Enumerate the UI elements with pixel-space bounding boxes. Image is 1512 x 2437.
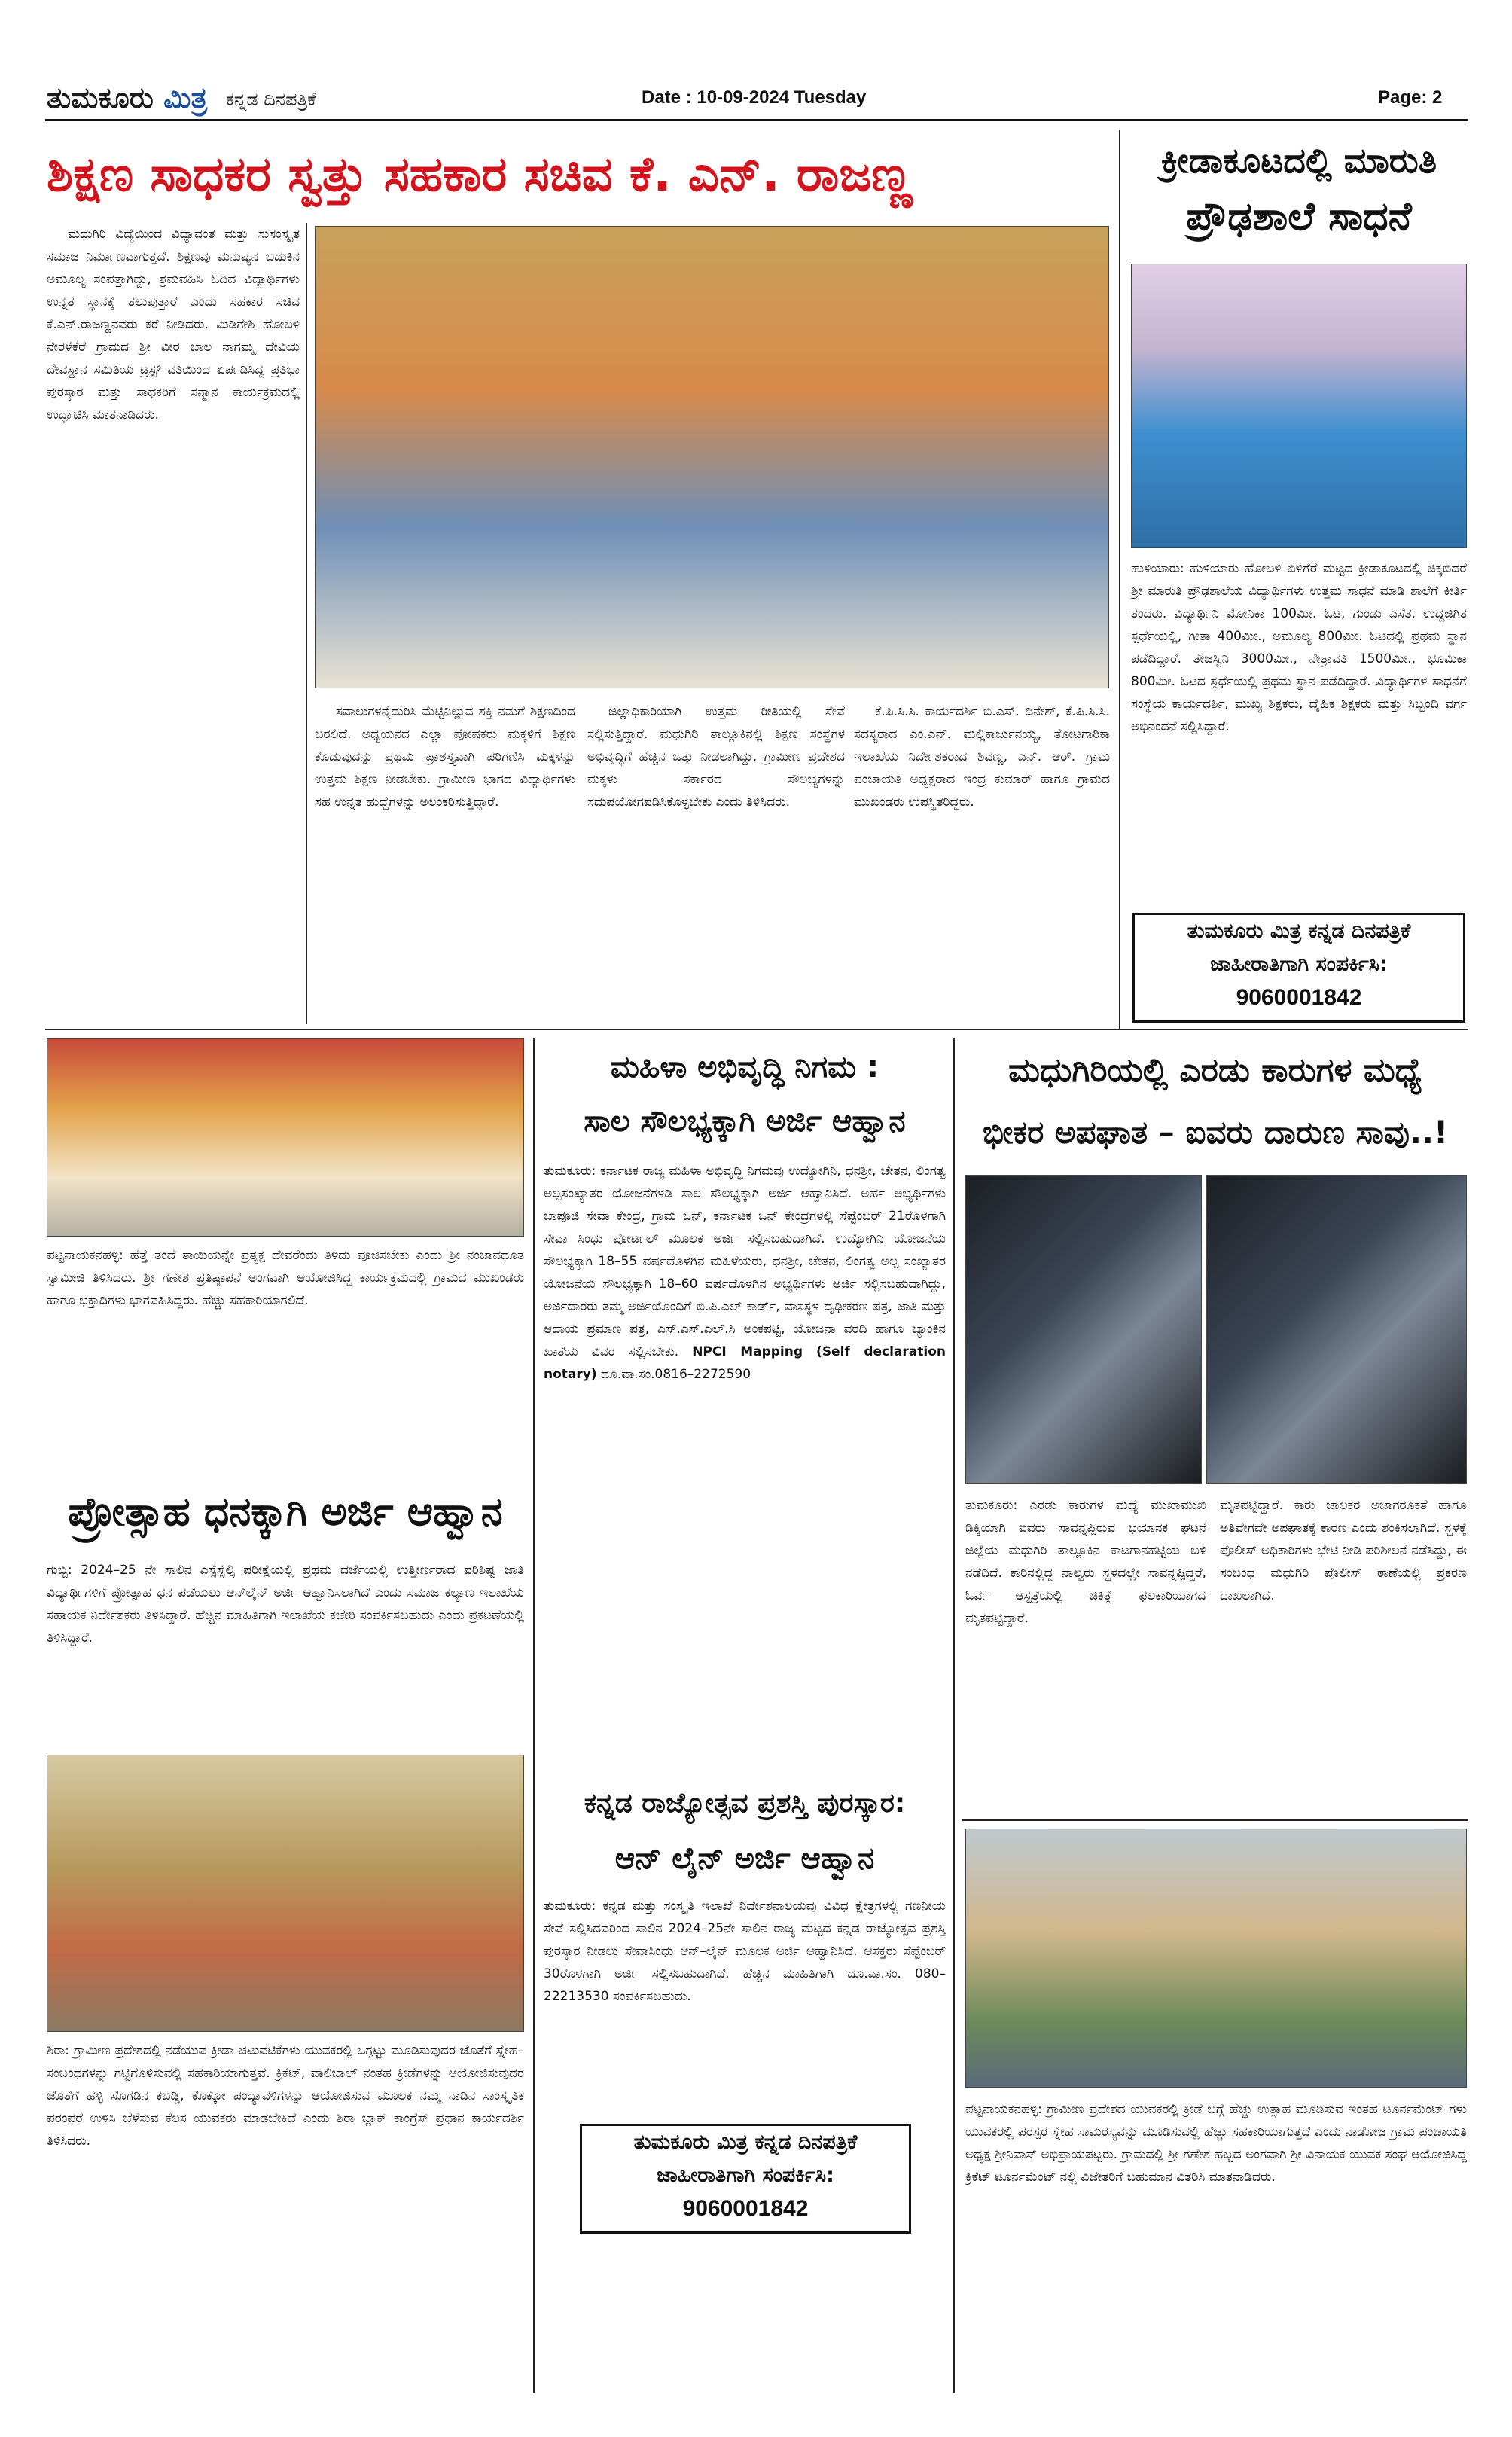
masthead-subtitle: ಕನ್ನಡ ದಿನಪತ್ರಿಕೆ	[226, 89, 317, 110]
masthead-logo	[47, 81, 207, 115]
section-divider	[962, 1819, 1468, 1821]
trophy-caption: ಶಿರಾ: ಗ್ರಾಮೀಣ ಪ್ರದೇಶದಲ್ಲಿ ನಡೆಯುವ ಕ್ರೀಡಾ ಚಟುವಟಿಕೆಗಳು ಯುವಕರಲ್ಲಿ ಒಗ್ಗಟ್ಟು ಮೂಡಿಸುವುದರ ಜೊತೆಗೆ ಸ್ನೇಹ–ಸಂಬಂಧಗಳನ್ನು ಗಟ್ಟಿಗೊಳಿಸುವಲ್ಲಿ ಸಹಕಾರಿಯಾಗುತ್ತವೆ. ಕ್ರಿಕೆಟ್, ವಾಲಿಬಾಲ್ ನಂತಹ ಕ್ರೀಡೆಗಳನ್ನು ಆಯೋಜಿಸುವುದರ ಜೊತೆಗೆ ಹಳ್ಳಿ ಸೊಗಡಿನ ಕಬಡ್ಡಿ, ಕೊಕ್ಕೋ ಪಂದ್ಯಾವಳಿಗಳನ್ನು ಆಯೋಜಿಸುವ ಮೂಲಕ ನಮ್ಮ ನಾಡಿನ ಸಾಂಸ್ಕೃತಿಕ ಪರಂಪರೆ ಉಳಿಸಿ ಬೆಳೆಸುವ ಕೆಲಸ ಯುವಕರು ಮಾಡಬೇಕಿದೆ ಎಂದು ಶಿರಾ ಬ್ಲಾಕ್ ಕಾಂಗ್ರೆಸ್ ಪ್ರಧಾನ ಕಾರ್ಯದರ್ಶಿ ತಿಳಿಸಿದರು.	[47, 2043, 524, 2149]
main-story-photo	[315, 226, 1109, 688]
main-story-column-2	[315, 700, 575, 1024]
sports-headline-line-1: ಕ್ರೀಡಾಕೂಟದಲ್ಲಿ ಮಾರುತಿ	[1160, 140, 1437, 181]
main-story-col4-text: ಕೆ.ಪಿ.ಸಿ.ಸಿ. ಕಾರ್ಯದರ್ಶಿ ಬಿ.ಎಸ್. ದಿನೇಶ್, ಕೆ.ಪಿ.ಸಿ.ಸಿ. ಸದಸ್ಯರಾದ ಎಂ.ಎನ್. ಮಲ್ಲಿಕಾರ್ಜುನಯ್ಯ, ತೋಟಗಾರಿಕಾ ಇಲಾಖೆಯ ನಿರ್ದೇಶಕರಾದ ಶಿವಣ್ಣ, ಎನ್. ಆರ್. ಗ್ರಾಮ ಪಂಚಾಯತಿ ಅಧ್ಯಕ್ಷರಾದ ಇಂದ್ರ ಕುಮಾರ್ ಹಾಗೂ ಗ್ರಾಮದ ಮುಖಂಡರು ಉಪಸ್ಥಿತರಿದ್ದರು.	[854, 704, 1110, 810]
women-npci-text: NPCI Mapping	[692, 1344, 803, 1359]
masthead-rule	[45, 119, 1468, 121]
award-headline-line-2: ಆನ್ ಲೈನ್ ಅರ್ಜಿ ಆಹ್ವಾನ	[614, 1841, 875, 1876]
ad-title: ತುಮಕೂರು ಮಿತ್ರ ಕನ್ನಡ ದಿನಪತ್ರಿಕೆ	[1187, 920, 1411, 943]
women-story-text: ತುಮಕೂರು: ಕರ್ನಾಟಕ ರಾಜ್ಯ ಮಹಿಳಾ ಅಭಿವೃದ್ಧಿ ನಿಗಮವು ಉದ್ಯೋಗಿನಿ, ಧನಶ್ರೀ, ಚೇತನ, ಲಿಂಗತ್ವ ಅಲ್ಪಸಂಖ್ಯಾತರ ಯೋಜನೆಗಳಡಿ ಸಾಲ ಸೌಲಭ್ಯಕ್ಕಾಗಿ ಅರ್ಜಿ ಆಹ್ವಾನಿಸಿದೆ. ಅರ್ಹ ಅಭ್ಯರ್ಥಿಗಳು ಬಾಪೂಜಿ ಸೇವಾ ಕೇಂದ್ರ, ಗ್ರಾಮ ಒನ್, ಕರ್ನಾಟಕ ಒನ್ ಕೇಂದ್ರಗಳಲ್ಲಿ ಸೆಪ್ಟೆಂಬರ್ 21ರೊಳಗಾಗಿ ಸೇವಾ ಸಿಂಧು ಪೋರ್ಟಲ್ ಮೂಲಕ ಅರ್ಜಿ ಸಲ್ಲಿಸಬಹುದಾಗಿದೆ. ಉದ್ಯೋಗಿನಿ ಯೋಜನೆಯ ಸೌಲಭ್ಯಕ್ಕಾಗಿ 18–55 ವರ್ಷದೊಳಗಿನ ಮಹಿಳೆಯರು, ಧನಶ್ರೀ, ಚೇತನ, ಲಿಂಗತ್ವ ಅಲ್ಪ ಸಂಖ್ಯಾತರ ಯೋಜನೆಯ ಸೌಲಭ್ಯಕ್ಕಾಗಿ 18–60 ವರ್ಷದೊಳಗಿನ ಅಭ್ಯರ್ಥಿಗಳು ಅರ್ಜಿ ಸಲ್ಲಿಸಬಹುದಾಗಿದ್ದು, ಅರ್ಜಿದಾರರು ತಮ್ಮ ಅರ್ಜಿಯೊಂದಿಗೆ ಬಿ.ಪಿ.ಎಲ್ ಕಾರ್ಡ್, ವಾಸಸ್ಥಳ ದೃಢೀಕರಣ ಪತ್ರ, ಜಾತಿ ಮತ್ತು ಆದಾಯ ಪ್ರಮಾಣ ಪತ್ರ, ಎಸ್.ಎಸ್.ಎಲ್.ಸಿ ಅಂಕಪಟ್ಟಿ, ಯೋಜನಾ ವರದಿ ಹಾಗೂ ಬ್ಯಾಂಕಿನ ಖಾತೆಯ ವಿವರ ಸಲ್ಲಿಸಬೇಕು.	[544, 1164, 946, 1359]
sports-headline-line-2: ಪ್ರೌಢಶಾಲೆ ಸಾಧನೆ	[1186, 194, 1412, 239]
issue-date: Date : 10-09-2024 Tuesday	[642, 87, 867, 108]
column-divider	[306, 223, 307, 1024]
accident-photo-2	[1206, 1175, 1467, 1484]
main-story-column-4	[854, 700, 1110, 1024]
ad-phone: 9060001842	[1236, 985, 1362, 1010]
ad-phone: 9060001842	[682, 2196, 809, 2221]
ad-title: ತುಮಕೂರು ಮಿತ್ರ ಕನ್ನಡ ದಿನಪತ್ರಿಕೆ	[633, 2130, 858, 2154]
logo-text-primary: ತುಮಕೂರು	[47, 81, 154, 114]
women-phone-text: ದೂ.ವಾ.ಸಂ.0816–2272590	[601, 1367, 751, 1382]
women-headline-line-1: ಮಹಿಳಾ ಅಭಿವೃದ್ಧಿ ನಿಗಮ :	[610, 1050, 879, 1084]
sports-story-body: ಹುಳಿಯಾರು: ಹುಳಿಯಾರು ಹೋಬಳಿ ಬಿಳಿಗೆರೆ ಮಟ್ಟದ ಕ್ರೀಡಾಕೂಟದಲ್ಲಿ ಚಿಕ್ಕಬಿದರೆ ಶ್ರೀ ಮಾರುತಿ ಪ್ರೌಢಶಾಲೆಯ ವಿದ್ಯಾರ್ಥಿಗಳು ಉತ್ತಮ ಸಾಧನೆ ಮಾಡಿ ಶಾಲೆಗೆ ಕೀರ್ತಿ ತಂದರು. ವಿದ್ಯಾರ್ಥಿನಿ ಮೋನಿಕಾ 100ಮೀ. ಓಟ, ಗುಂಡು ಎಸೆತ, ಉದ್ದಜಿಗಿತ ಸ್ಪರ್ಧೆಯಲ್ಲಿ, ಗೀತಾ 400ಮೀ., ಅಮೂಲ್ಯ 800ಮೀ. ಓಟದಲ್ಲಿ ಪ್ರಥಮ ಸ್ಥಾನ ಪಡೆದಿದ್ದಾರೆ. ತೇಜಸ್ವಿನಿ 3000ಮೀ., ನೇತ್ರಾವತಿ 1500ಮೀ., ಭೂಮಿಕಾ 800ಮೀ. ಓಟದ ಸ್ಪರ್ಧೆಯಲ್ಲಿ ಪ್ರಥಮ ಸ್ಥಾನ ಪಡೆದಿದ್ದಾರೆ. ವಿದ್ಯಾರ್ಥಿಗಳ ಸಾಧನೆಗೆ ಸಂಸ್ಥೆಯ ಕಾರ್ಯದರ್ಶಿ, ಮುಖ್ಯ ಶಿಕ್ಷಕರು, ದೈಹಿಕ ಶಿಕ್ಷಕರು ಮತ್ತು ಸಿಬ್ಬಂದಿ ವರ್ಗ ಅಭಿನಂದನೆ ಸಲ್ಲಿಸಿದ್ದಾರೆ.	[1131, 561, 1467, 734]
women-headline-line-2: ಸಾಲ ಸೌಲಭ್ಯಕ್ಕಾಗಿ ಅರ್ಜಿ ಆಹ್ವಾನ	[584, 1104, 906, 1139]
scholarship-headline: ಪ್ರೋತ್ಸಾಹ ಧನಕ್ಕಾಗಿ ಅರ್ಜಿ ಆಹ್ವಾನ	[68, 1490, 503, 1535]
award-headline-line-1: ಕನ್ನಡ ರಾಜ್ಯೋತ್ಸವ ಪ್ರಶಸ್ತಿ ಪುರಸ್ಕಾರ:	[584, 1788, 906, 1819]
women-story-body	[544, 1160, 946, 1771]
logo-text-accent: ಮಿತ್ರ	[163, 81, 208, 114]
column-divider	[533, 1038, 535, 2393]
ad-subtitle: ಜಾಹೀರಾತಿಗಾಗಿ ಸಂಪರ್ಕಿಸಿ:	[1210, 953, 1388, 976]
page-number: Page: 2	[1378, 87, 1443, 108]
cricket-team-photo	[965, 1829, 1467, 2088]
women-self-decl-text: (Self declaration notary)	[544, 1344, 946, 1382]
scholarship-body: ಗುಬ್ಬಿ: 2024–25 ನೇ ಸಾಲಿನ ಎಸ್ಸೆಸ್ಸೆಲ್ಸಿ ಪರೀಕ್ಷೆಯಲ್ಲಿ ಪ್ರಥಮ ದರ್ಜೆಯಲ್ಲಿ ಉತ್ತೀರ್ಣರಾದ ಪರಿಶಿಷ್ಟ ಜಾತಿ ವಿದ್ಯಾರ್ಥಿಗಳಿಗೆ ಪ್ರೋತ್ಸಾಹ ಧನ ಪಡೆಯಲು ಆನ್‌ಲೈನ್ ಅರ್ಜಿ ಆಹ್ವಾನಿಸಲಾಗಿದೆ ಎಂದು ಸಮಾಜ ಕಲ್ಯಾಣ ಇಲಾಖೆಯ ಸಹಾಯಕ ನಿರ್ದೇಶಕರು ತಿಳಿಸಿದ್ದಾರೆ. ಹೆಚ್ಚಿನ ಮಾಹಿತಿಗಾಗಿ ಇಲಾಖೆಯ ಕಚೇರಿ ಸಂಪರ್ಕಿಸಬಹುದು ಎಂದು ಪ್ರಕಟಣೆಯಲ್ಲಿ ತಿಳಿಸಿದ್ದಾರೆ.	[47, 1563, 524, 1646]
ad-box-contact-2	[580, 2124, 911, 2234]
accident-column-1: ತುಮಕೂರು: ಎರಡು ಕಾರುಗಳ ಮಧ್ಯೆ ಮುಖಾಮುಖಿ ಡಿಕ್ಕಿಯಾಗಿ ಐವರು ಸಾವನ್ನಪ್ಪಿರುವ ಭಯಾನಕ ಘಟನೆ ಜಿಲ್ಲೆಯ ಮಧುಗಿರಿ ತಾಲ್ಲೂಕಿನ ಕಾಟಗಾನಹಟ್ಟಿಯ ಬಳಿ ನಡೆದಿದೆ. ಕಾರಿನಲ್ಲಿದ್ದ ನಾಲ್ವರು ಸ್ಥಳದಲ್ಲೇ ಸಾವನ್ನಪ್ಪಿದ್ದರೆ, ಓರ್ವ ಆಸ್ಪತ್ರೆಯಲ್ಲಿ ಚಿಕಿತ್ಸೆ ಫಲಕಾರಿಯಾಗದೆ ಮೃತಪಟ್ಟಿದ್ದಾರೆ.	[965, 1498, 1206, 1626]
column-divider	[953, 1038, 955, 2393]
ganesha-caption: ಪಟ್ಟನಾಯಕನಹಳ್ಳಿ: ಹೆತ್ತೆ ತಂದೆ ತಾಯಿಯನ್ನೇ ಪ್ರತ್ಯಕ್ಷ ದೇವರೆಂದು ತಿಳಿದು ಪೂಜಿಸಬೇಕು ಎಂದು ಶ್ರೀ ನಂಜಾವಧೂತ ಸ್ವಾಮೀಜಿ ತಿಳಿಸಿದರು. ಶ್ರೀ ಗಣೇಶ ಪ್ರತಿಷ್ಠಾಪನೆ ಅಂಗವಾಗಿ ಆಯೋಜಿಸಿದ್ದ ಕಾರ್ಯಕ್ರಮದಲ್ಲಿ ಗ್ರಾಮದ ಮುಖಂಡರು ಹಾಗೂ ಭಕ್ತಾದಿಗಳು ಭಾಗವಹಿಸಿದ್ದರು. ಹೆಚ್ಚು ಸಹಕಾರಿಯಾಗಲಿದೆ.	[47, 1248, 524, 1308]
award-story-body: ತುಮಕೂರು: ಕನ್ನಡ ಮತ್ತು ಸಂಸ್ಕೃತಿ ಇಲಾಖೆ ನಿರ್ದೇಶನಾಲಯವು ವಿವಿಧ ಕ್ಷೇತ್ರಗಳಲ್ಲಿ ಗಣನೀಯ ಸೇವೆ ಸಲ್ಲಿಸಿದವರಿಂದ ಸಾಲಿನ 2024–25ನೇ ಸಾಲಿನ ರಾಜ್ಯ ಮಟ್ಟದ ಕನ್ನಡ ರಾಜ್ಯೋತ್ಸವ ಪ್ರಶಸ್ತಿ ಪುರಸ್ಕಾರ ನೀಡಲು ಸೇವಾಸಿಂಧು ಆನ್–ಲೈನ್ ಮೂಲಕ ಅರ್ಜಿ ಆಹ್ವಾನಿಸಿದೆ. ಆಸಕ್ತರು ಸೆಪ್ಟೆಂಬರ್ 30ರೊಳಗಾಗಿ ಅರ್ಜಿ ಸಲ್ಲಿಸಬಹುದಾಗಿದೆ. ಹೆಚ್ಚಿನ ಮಾಹಿತಿಗಾಗಿ ದೂ.ವಾ.ಸಂ. 080–22213530 ಸಂಪರ್ಕಿಸಬಹುದು.	[544, 1899, 946, 2004]
accident-headline-line-2: ಭೀಕರ ಅಪಘಾತ – ಐವರು ದಾರುಣ ಸಾವು..!	[982, 1114, 1449, 1151]
trophy-event-photo	[47, 1755, 524, 2032]
column-divider	[1119, 130, 1120, 1029]
main-headline: ಶಿಕ್ಷಣ ಸಾಧಕರ ಸ್ವತ್ತು ಸಹಕಾರ ಸಚಿವ ಕೆ. ಎನ್. ರಾಜಣ್ಣ	[47, 147, 913, 203]
main-story-col3-text: ಜಿಲ್ಲಾಧಿಕಾರಿಯಾಗಿ ಉತ್ತಮ ರೀತಿಯಲ್ಲಿ ಸೇವೆ ಸಲ್ಲಿಸುತ್ತಿದ್ದಾರೆ. ಮಧುಗಿರಿ ತಾಲ್ಲೂಕಿನಲ್ಲಿ ಶಿಕ್ಷಣ ಸಂಸ್ಥೆಗಳ ಅಭಿವೃದ್ಧಿಗೆ ಹೆಚ್ಚಿನ ಒತ್ತು ನೀಡಲಾಗಿದ್ದು, ಗ್ರಾಮೀಣ ಪ್ರದೇಶದ ಮಕ್ಕಳು ಸರ್ಕಾರದ ಸೌಲಭ್ಯಗಳನ್ನು ಸದುಪಯೋಗಪಡಿಸಿಕೊಳ್ಳಬೇಕು ಎಂದು ತಿಳಿಸಿದರು.	[587, 704, 845, 810]
accident-photo-1	[965, 1175, 1202, 1484]
section-divider	[45, 1029, 1468, 1030]
accident-headline-line-1: ಮಧುಗಿರಿಯಲ್ಲಿ ಎರಡು ಕಾರುಗಳ ಮಧ್ಯೆ	[1008, 1051, 1422, 1090]
sports-photo	[1131, 264, 1467, 548]
main-story-col2-text: ಸವಾಲುಗಳನ್ನೆದುರಿಸಿ ಮೆಟ್ಟಿನಿಲ್ಲುವ ಶಕ್ತಿ ನಮಗೆ ಶಿಕ್ಷಣದಿಂದ ಬರಲಿದೆ. ಅಧ್ಯಯನದ ಎಲ್ಲಾ ಪೋಷಕರು ಮಕ್ಕಳಿಗೆ ಶಿಕ್ಷಣ ಕೊಡುವುದನ್ನು ಪ್ರಥಮ ಪ್ರಾಶಸ್ತ್ಯವಾಗಿ ಪರಿಗಣಿಸಿ ಮಕ್ಕಳನ್ನು ಉತ್ತಮ ಶಿಕ್ಷಣ ನೀಡಬೇಕು. ಗ್ರಾಮೀಣ ಭಾಗದ ವಿದ್ಯಾರ್ಥಿಗಳು ಸಹ ಉನ್ನತ ಹುದ್ದೆಗಳನ್ನು ಅಲಂಕರಿಸುತ್ತಿದ್ದಾರೆ.	[315, 704, 575, 810]
accident-column-2: ಮೃತಪಟ್ಟಿದ್ದಾರೆ. ಕಾರು ಚಾಲಕರ ಅಜಾಗರೂಕತೆ ಹಾಗೂ ಅತಿವೇಗವೇ ಅಪಘಾತಕ್ಕೆ ಕಾರಣ ಎಂದು ಶಂಕಿಸಲಾಗಿದೆ. ಸ್ಥಳಕ್ಕೆ ಪೊಲೀಸ್ ಅಧಿಕಾರಿಗಳು ಭೇಟಿ ನೀಡಿ ಪರಿಶೀಲನೆ ನಡೆಸಿದ್ದು, ಈ ಸಂಬಂಧ ಮಧುಗಿರಿ ಪೊಲೀಸ್ ಠಾಣೆಯಲ್ಲಿ ಪ್ರಕರಣ ದಾಖಲಾಗಿದೆ.	[1220, 1498, 1467, 1603]
main-story-col1-text: ಮಧುಗಿರಿ ವಿದ್ಯೆಯಿಂದ ವಿದ್ಯಾವಂತ ಮತ್ತು ಸುಸಂಸ್ಕೃತ ಸಮಾಜ ನಿರ್ಮಾಣವಾಗುತ್ತದೆ. ಶಿಕ್ಷಣವು ಮನುಷ್ಯನ ಬದುಕಿನ ಅಮೂಲ್ಯ ಸಂಪತ್ತಾಗಿದ್ದು, ಶ್ರಮವಹಿಸಿ ಓದಿದ ವಿದ್ಯಾರ್ಥಿಗಳು ಉನ್ನತ ಸ್ಥಾನಕ್ಕೆ ತಲುಪುತ್ತಾರೆ ಎಂದು ಸಹಕಾರ ಸಚಿವ ಕೆ.ಎನ್.ರಾಜಣ್ಣನವರು ಕರೆ ನೀಡಿದರು. ಮಿಡಿಗೇಶಿ ಹೋಬಳಿ ನೇರಳೆಕೆರೆ ಗ್ರಾಮದ ಶ್ರೀ ವೀರ ಬಾಲ ನಾಗಮ್ಮ ದೇವಿಯ ದೇವಸ್ಥಾನ ಸಮಿತಿಯ ಟ್ರಸ್ಟ್ ವತಿಯಿಂದ ಏರ್ಪಡಿಸಿದ್ದ ಪ್ರತಿಭಾ ಪುರಸ್ಕಾರ ಮತ್ತು ಸಾಧಕರಿಗೆ ಸನ್ಮಾನ ಕಾರ್ಯಕ್ರಮದಲ್ಲಿ ಉದ್ಘಾಟಿಸಿ ಮಾತನಾಡಿದರು.	[47, 227, 300, 422]
ganesha-event-photo	[47, 1038, 524, 1237]
main-story-column-1	[47, 223, 300, 1024]
ad-box-contact	[1132, 913, 1465, 1023]
main-story-column-3	[587, 700, 845, 1024]
ad-subtitle: ಜಾಹೀರಾತಿಗಾಗಿ ಸಂಪರ್ಕಿಸಿ:	[657, 2164, 834, 2187]
cricket-caption: ಪಟ್ಟನಾಯಕನಹಳ್ಳಿ: ಗ್ರಾಮೀಣ ಪ್ರದೇಶದ ಯುವಕರಲ್ಲಿ ಕ್ರೀಡೆ ಬಗ್ಗೆ ಹೆಚ್ಚು ಉತ್ಸಾಹ ಮೂಡಿಸುವ ಇಂತಹ ಟೂರ್ನಮೆಂಟ್ ಗಳು ಯುವಕರಲ್ಲಿ ಪರಸ್ಪರ ಸ್ನೇಹ ಸಾಮರಸ್ಯವನ್ನು ಮೂಡಿಸುವಲ್ಲಿ ಹೆಚ್ಚು ಸಹಕಾರಿಯಾಗುತ್ತದೆ ಎಂದು ನಾಡೋಜ ಗ್ರಾಮ ಪಂಚಾಯತಿ ಅಧ್ಯಕ್ಷ ಶ್ರೀನಿವಾಸ್ ಅಭಿಪ್ರಾಯಪಟ್ಟರು. ಗ್ರಾಮದಲ್ಲಿ ಶ್ರೀ ಗಣೇಶ ಹಬ್ಬದ ಅಂಗವಾಗಿ ಶ್ರೀ ವಿನಾಯಕ ಯುವಕ ಸಂಘ ಆಯೋಜಿಸಿದ್ದ ಕ್ರಿಕೆಟ್ ಟೂರ್ನಮೆಂಟ್ ನಲ್ಲಿ ವಿಜೇತರಿಗೆ ಬಹುಮಾನ ವಿತರಿಸಿ ಮಾತನಾಡಿದರು.	[965, 2102, 1467, 2185]
